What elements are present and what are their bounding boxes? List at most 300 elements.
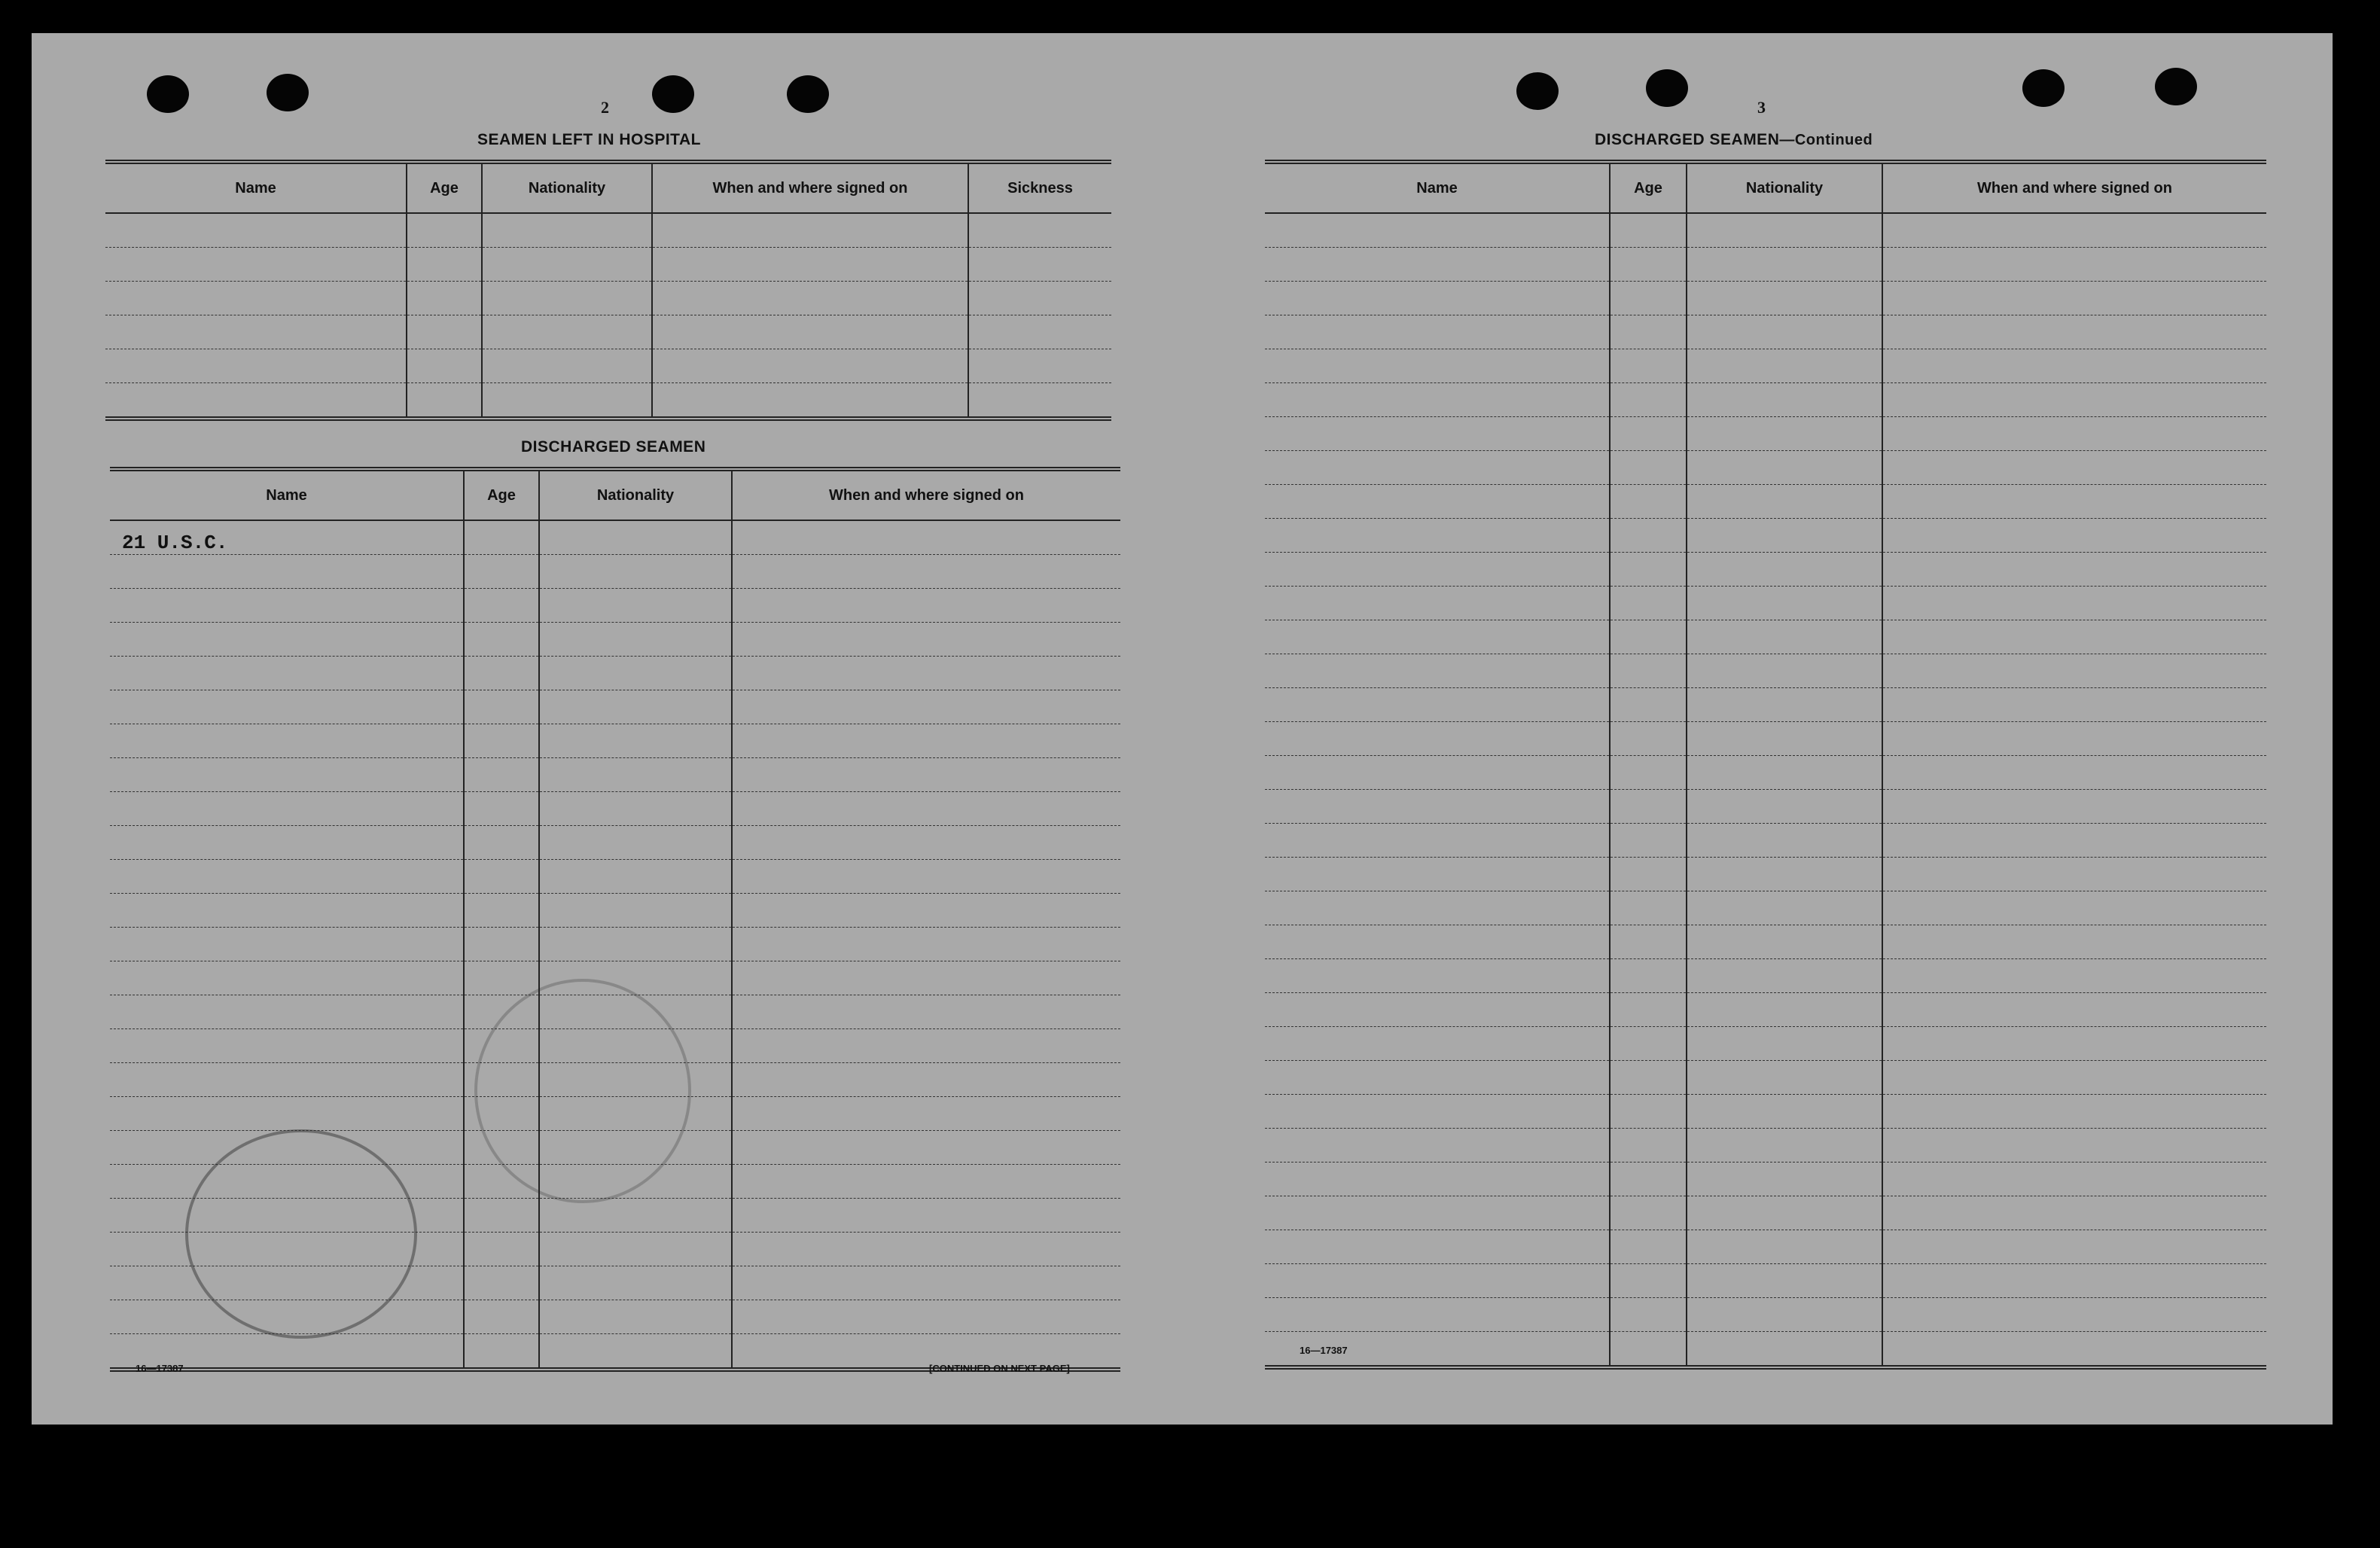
- table-cell: [1687, 213, 1882, 248]
- table-cell: [1265, 417, 1610, 451]
- table-cell: [407, 248, 482, 282]
- table-cell: [539, 690, 732, 724]
- table-cell: [1265, 1095, 1610, 1129]
- table-cell: [1265, 858, 1610, 891]
- table-cell: [1265, 1163, 1610, 1196]
- column-header-age: Age: [464, 469, 539, 520]
- table-cell: [1687, 1163, 1882, 1196]
- table-cell: [1610, 213, 1687, 248]
- column-header-name: Name: [266, 486, 307, 504]
- table-cell: [464, 826, 539, 860]
- table-cell: [1882, 349, 2266, 383]
- table-cell: [482, 383, 652, 419]
- table-cell: [1265, 654, 1610, 688]
- table-cell: [482, 213, 652, 248]
- table-row: [110, 792, 1120, 826]
- table-row: [110, 928, 1120, 961]
- table-cell: [1882, 417, 2266, 451]
- table-cell: [1882, 620, 2266, 654]
- table-cell: [1882, 248, 2266, 282]
- table-cell: [1687, 925, 1882, 959]
- table-cell: [464, 520, 539, 555]
- table-row: [1265, 620, 2266, 654]
- table-row: [1265, 654, 2266, 688]
- table-cell: [732, 995, 1120, 1029]
- table-cell: [1687, 1129, 1882, 1163]
- table-cell: [1610, 553, 1687, 587]
- table-cell: [1265, 1230, 1610, 1264]
- table-cell: [1687, 824, 1882, 858]
- table-cell: [407, 315, 482, 349]
- table-cell: [110, 724, 464, 758]
- table-cell: [464, 1334, 539, 1370]
- table-cell: [1610, 1027, 1687, 1061]
- table-cell: [105, 383, 407, 419]
- table-cell: [652, 282, 968, 315]
- table-cell: [1265, 519, 1610, 553]
- table-cell: [1610, 1163, 1687, 1196]
- column-header-signed-on: When and where signed on: [652, 162, 968, 213]
- table-cell: [732, 1199, 1120, 1233]
- table-cell: [539, 758, 732, 792]
- table-row: [1265, 315, 2266, 349]
- table-cell: [464, 623, 539, 657]
- table-row: [110, 657, 1120, 690]
- table-row: [105, 248, 1111, 282]
- table-cell: [652, 349, 968, 383]
- table-cell: [732, 961, 1120, 995]
- table-cell: [464, 1300, 539, 1334]
- table-cell: [1687, 722, 1882, 756]
- discharged-continued-table: [1265, 160, 2266, 1370]
- column-header-nationality: Nationality: [482, 162, 652, 213]
- table-cell: [732, 1029, 1120, 1063]
- table-cell: [1882, 451, 2266, 485]
- table-cell: [1610, 688, 1687, 722]
- table-cell: [1610, 519, 1687, 553]
- table-cell: [1882, 1061, 2266, 1095]
- table-cell: [1687, 620, 1882, 654]
- table-cell: [464, 657, 539, 690]
- table-cell: [464, 724, 539, 758]
- table-row: [1265, 688, 2266, 722]
- punch-hole: [147, 75, 189, 113]
- table-cell: [1265, 620, 1610, 654]
- stamp: [185, 1129, 417, 1339]
- table-row: [110, 758, 1120, 792]
- table-cell: [652, 248, 968, 282]
- discharged-continued-title-suffix: —Continued: [1779, 132, 1873, 148]
- stamp: [474, 979, 691, 1203]
- table-cell: [1265, 1027, 1610, 1061]
- column-header-name: Name: [235, 179, 276, 197]
- table-cell: [1882, 1196, 2266, 1230]
- table-cell: [464, 690, 539, 724]
- table-row: [1265, 213, 2266, 248]
- table-cell: [1265, 248, 1610, 282]
- form-number-left: 16—17387: [136, 1363, 184, 1374]
- table-row: [105, 282, 1111, 315]
- table-row: [1265, 858, 2266, 891]
- table-cell: [1610, 891, 1687, 925]
- table-cell: [464, 589, 539, 623]
- page-number-right: 3: [1757, 98, 1766, 117]
- table-cell: [1265, 824, 1610, 858]
- table-cell: [1687, 248, 1882, 282]
- table-row: [1265, 891, 2266, 925]
- table-cell: [1265, 993, 1610, 1027]
- table-cell: [1882, 587, 2266, 620]
- table-cell: [1882, 959, 2266, 993]
- table-cell: [732, 589, 1120, 623]
- table-cell: [1265, 1196, 1610, 1230]
- table-cell: [105, 315, 407, 349]
- table-cell: [1610, 1095, 1687, 1129]
- table-cell: [1610, 451, 1687, 485]
- table-cell: [1882, 654, 2266, 688]
- table-cell: [1265, 587, 1610, 620]
- table-cell: [1265, 485, 1610, 519]
- table-cell: [1882, 315, 2266, 349]
- table-cell: [968, 248, 1111, 282]
- entry-text: 21 U.S.C.: [110, 520, 464, 555]
- table-row: [1265, 349, 2266, 383]
- table-cell: [464, 1266, 539, 1300]
- table-cell: [968, 349, 1111, 383]
- table-cell: [464, 1233, 539, 1266]
- table-cell: [1265, 688, 1610, 722]
- table-cell: [1265, 722, 1610, 756]
- table-cell: [732, 894, 1120, 928]
- continued-note: [CONTINUED ON NEXT PAGE]: [929, 1363, 1070, 1374]
- table-cell: [1610, 1298, 1687, 1332]
- table-cell: [1610, 485, 1687, 519]
- table-cell: [1265, 383, 1610, 417]
- table-cell: [110, 928, 464, 961]
- table-cell: [539, 792, 732, 826]
- table-row: [1265, 959, 2266, 993]
- table-cell: [1265, 1061, 1610, 1095]
- table-row: [1265, 519, 2266, 553]
- table-cell: [732, 690, 1120, 724]
- table-cell: [1265, 451, 1610, 485]
- table-row: [1265, 1298, 2266, 1332]
- table-cell: [1265, 213, 1610, 248]
- table-cell: [407, 282, 482, 315]
- table-cell: [464, 758, 539, 792]
- table-cell: [1610, 383, 1687, 417]
- table-cell: [732, 657, 1120, 690]
- table-cell: [1882, 1230, 2266, 1264]
- punch-hole: [652, 75, 694, 113]
- table-cell: [732, 1165, 1120, 1199]
- punch-hole: [1516, 72, 1559, 110]
- table-row: [1265, 1163, 2266, 1196]
- table-cell: [407, 383, 482, 419]
- table-cell: [1610, 282, 1687, 315]
- table-row: [1265, 553, 2266, 587]
- table-cell: [1687, 1061, 1882, 1095]
- table-cell: [968, 383, 1111, 419]
- table-cell: [110, 1029, 464, 1063]
- table-cell: [1610, 1230, 1687, 1264]
- column-header-signed-on: When and where signed on: [732, 469, 1120, 520]
- table-cell: [968, 315, 1111, 349]
- table-cell: [1610, 790, 1687, 824]
- table-cell: [482, 248, 652, 282]
- table-cell: [1882, 1163, 2266, 1196]
- table-cell: [1882, 1264, 2266, 1298]
- table-cell: [110, 690, 464, 724]
- table-cell: [732, 555, 1120, 589]
- table-cell: [1265, 756, 1610, 790]
- table-row: [105, 349, 1111, 383]
- table-cell: [1687, 756, 1882, 790]
- table-cell: [110, 589, 464, 623]
- punch-hole: [2155, 68, 2197, 105]
- table-row: [105, 315, 1111, 349]
- table-row: [1265, 1230, 2266, 1264]
- table-cell: [1687, 959, 1882, 993]
- table-row: [1265, 1332, 2266, 1368]
- table-cell: [539, 826, 732, 860]
- table-row: [1265, 248, 2266, 282]
- table-row: [1265, 993, 2266, 1027]
- table-row: [1265, 1264, 2266, 1298]
- table-row: [1265, 790, 2266, 824]
- table-cell: [1687, 858, 1882, 891]
- table-cell: [1610, 1061, 1687, 1095]
- table-cell: [1265, 1298, 1610, 1332]
- table-cell: [1687, 1196, 1882, 1230]
- table-cell: [1687, 282, 1882, 315]
- table-cell: [110, 860, 464, 894]
- table-cell: [539, 589, 732, 623]
- table-row: [1265, 1061, 2266, 1095]
- column-header-sickness: Sickness: [968, 162, 1111, 213]
- table-cell: [732, 1300, 1120, 1334]
- punch-hole: [267, 74, 309, 111]
- discharged-continued-title: [1595, 131, 1873, 149]
- table-cell: [1265, 553, 1610, 587]
- table-cell: [1610, 349, 1687, 383]
- table-cell: [539, 1266, 732, 1300]
- table-cell: [1687, 451, 1882, 485]
- table-row: [1265, 282, 2266, 315]
- table-cell: [1610, 1332, 1687, 1368]
- table-cell: [1610, 620, 1687, 654]
- column-header-name: Name: [1416, 179, 1458, 197]
- table-cell: [1265, 925, 1610, 959]
- table-cell: [1610, 925, 1687, 959]
- table-cell: [539, 520, 732, 555]
- table-cell: [1882, 1095, 2266, 1129]
- table-cell: [1882, 688, 2266, 722]
- table-cell: [1687, 891, 1882, 925]
- table-cell: [482, 315, 652, 349]
- table-row: [1265, 383, 2266, 417]
- column-header-signed-on: When and where signed on: [1882, 162, 2266, 213]
- table-cell: [732, 1266, 1120, 1300]
- table-row: [1265, 1095, 2266, 1129]
- table-cell: [732, 1063, 1120, 1097]
- table-row: [110, 690, 1120, 724]
- table-cell: [1687, 349, 1882, 383]
- page-number-left: 2: [601, 98, 609, 117]
- table-row: [110, 894, 1120, 928]
- table-cell: [732, 792, 1120, 826]
- table-cell: [1882, 1332, 2266, 1368]
- table-cell: [1610, 1196, 1687, 1230]
- table-cell: [1687, 1095, 1882, 1129]
- table-cell: [1265, 1129, 1610, 1163]
- table-cell: [1610, 248, 1687, 282]
- table-row: [110, 623, 1120, 657]
- hospital-table: [105, 160, 1111, 421]
- table-cell: [1687, 1332, 1882, 1368]
- table-cell: [732, 1131, 1120, 1165]
- table-cell: [105, 248, 407, 282]
- table-cell: [1610, 722, 1687, 756]
- table-cell: [732, 1097, 1120, 1131]
- table-cell: [539, 555, 732, 589]
- table-row: [105, 213, 1111, 248]
- table-cell: [1265, 891, 1610, 925]
- table-cell: [1882, 519, 2266, 553]
- table-cell: [464, 894, 539, 928]
- table-cell: [1882, 891, 2266, 925]
- table-row: [110, 860, 1120, 894]
- form-number-right: 16—17387: [1300, 1345, 1348, 1356]
- table-row: [1265, 925, 2266, 959]
- table-cell: [1265, 1264, 1610, 1298]
- table-cell: [732, 758, 1120, 792]
- table-cell: [1687, 1264, 1882, 1298]
- discharged-section-title: DISCHARGED SEAMEN: [521, 438, 706, 456]
- table-cell: [1882, 282, 2266, 315]
- table-cell: [1687, 688, 1882, 722]
- table-row: [1265, 587, 2266, 620]
- discharged-continued-title-main: DISCHARGED SEAMEN: [1595, 131, 1780, 148]
- table-cell: [539, 1334, 732, 1370]
- table-cell: [732, 724, 1120, 758]
- table-cell: [110, 1063, 464, 1097]
- table-cell: [1687, 485, 1882, 519]
- table-cell: [1687, 553, 1882, 587]
- table-cell: [539, 1199, 732, 1233]
- table-cell: [1882, 993, 2266, 1027]
- table-cell: [1265, 315, 1610, 349]
- table-cell: [110, 826, 464, 860]
- table-cell: [1687, 993, 1882, 1027]
- punch-hole: [2022, 69, 2065, 107]
- table-cell: [464, 928, 539, 961]
- table-cell: [464, 792, 539, 826]
- table-cell: [539, 1300, 732, 1334]
- table-cell: [105, 349, 407, 383]
- table-cell: [1610, 1129, 1687, 1163]
- table-cell: [539, 623, 732, 657]
- table-cell: [968, 213, 1111, 248]
- punch-hole: [787, 75, 829, 113]
- table-cell: [1610, 858, 1687, 891]
- table-row: [110, 826, 1120, 860]
- table-cell: [1882, 790, 2266, 824]
- table-row: [1265, 824, 2266, 858]
- table-cell: [732, 520, 1120, 555]
- table-row: [1265, 756, 2266, 790]
- table-cell: [1687, 519, 1882, 553]
- table-row: [1265, 1129, 2266, 1163]
- table-cell: [1610, 756, 1687, 790]
- table-cell: [652, 213, 968, 248]
- table-cell: [539, 1233, 732, 1266]
- table-cell: [1610, 417, 1687, 451]
- table-cell: [1687, 315, 1882, 349]
- table-cell: [1882, 553, 2266, 587]
- table-cell: [1882, 485, 2266, 519]
- table-row: [1265, 451, 2266, 485]
- table-cell: [1687, 1027, 1882, 1061]
- table-cell: [1882, 1298, 2266, 1332]
- table-cell: [1687, 587, 1882, 620]
- table-cell: [407, 349, 482, 383]
- table-row: [110, 520, 1120, 555]
- table-row: [105, 383, 1111, 419]
- table-cell: [1610, 1264, 1687, 1298]
- table-cell: [1265, 282, 1610, 315]
- table-row: [1265, 722, 2266, 756]
- table-cell: [464, 1199, 539, 1233]
- table-cell: [482, 282, 652, 315]
- column-header-nationality: Nationality: [539, 469, 732, 520]
- column-header-age: Age: [407, 162, 482, 213]
- table-row: [1265, 1027, 2266, 1061]
- table-cell: [1687, 1230, 1882, 1264]
- table-cell: [1882, 213, 2266, 248]
- table-cell: [732, 860, 1120, 894]
- table-cell: [110, 623, 464, 657]
- table-cell: [732, 928, 1120, 961]
- table-cell: [539, 928, 732, 961]
- table-cell: [1882, 383, 2266, 417]
- table-cell: [110, 1097, 464, 1131]
- table-cell: [482, 349, 652, 383]
- hospital-section-title: SEAMEN LEFT IN HOSPITAL: [477, 131, 701, 148]
- table-cell: [539, 894, 732, 928]
- table-cell: [110, 758, 464, 792]
- table-cell: [110, 894, 464, 928]
- table-cell: [105, 282, 407, 315]
- table-cell: [464, 961, 539, 995]
- table-row: [110, 555, 1120, 589]
- table-cell: [1687, 383, 1882, 417]
- table-row: [1265, 417, 2266, 451]
- table-cell: [1265, 790, 1610, 824]
- table-cell: [407, 213, 482, 248]
- table-cell: [539, 860, 732, 894]
- table-cell: [1882, 824, 2266, 858]
- table-row: [1265, 1196, 2266, 1230]
- table-cell: [110, 995, 464, 1029]
- table-cell: [1882, 722, 2266, 756]
- table-cell: [1610, 959, 1687, 993]
- table-cell: [105, 213, 407, 248]
- table-cell: [732, 623, 1120, 657]
- table-cell: [652, 315, 968, 349]
- table-cell: [1610, 993, 1687, 1027]
- table-row: [110, 724, 1120, 758]
